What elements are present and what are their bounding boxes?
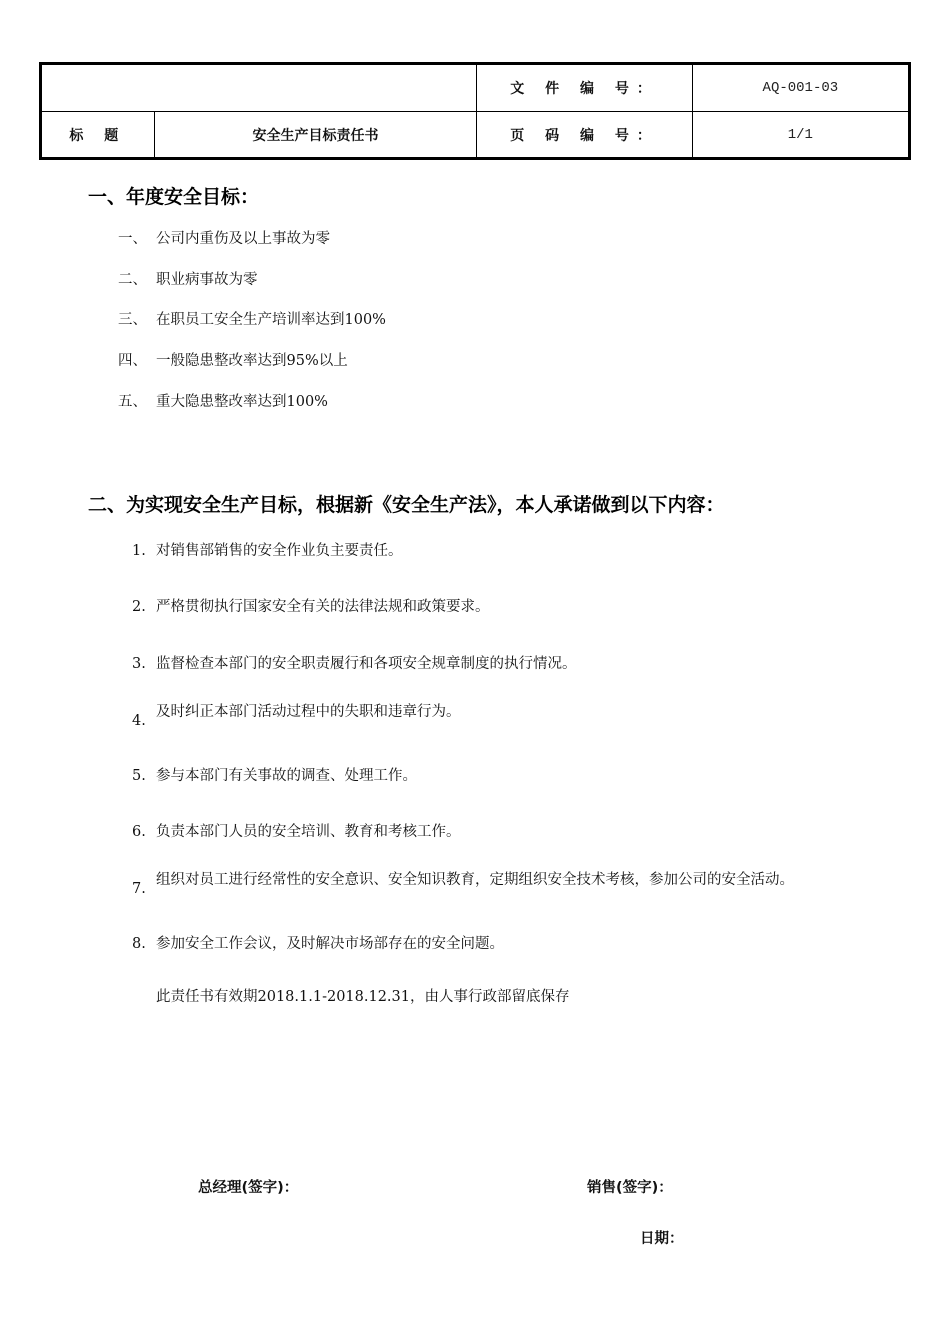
goal-item [118,227,330,248]
section2-heading: 二、为实现安全生产目标，根据新《安全生产法》，本人承诺做到以下内容： [88,494,725,516]
item-number: 6. [132,824,146,840]
item-number: 4. [132,713,146,729]
goal-item [118,308,386,329]
goal-item [118,268,258,289]
page-number-value: 1/1 [692,112,909,159]
item-text: 严格贯彻执行国家安全有关的法律法规和政策要求。 [156,599,490,615]
item-text: 负责本部门人员的安全培训、教育和考核工作。 [156,824,461,840]
goal-text: 重大隐患整改率达到100% [156,394,328,410]
item-text: 及时纠正本部门活动过程中的失职和违章行为。 [156,704,461,720]
title-label: 标 题 [41,112,155,159]
goal-number: 四、 [118,353,147,369]
goal-number: 五、 [118,394,147,410]
section1-heading: 一、年度安全目标： [88,186,260,208]
goal-text: 一般隐患整改率达到95%以上 [156,353,348,369]
goal-number: 一、 [118,231,147,247]
document-header-table [39,62,911,160]
item-text: 参与本部门有关事故的调查、处理工作。 [156,768,417,784]
goal-text: 职业病事故为零 [156,272,258,288]
goal-text: 公司内重伤及以上事故为零 [156,231,330,247]
document-title: 安全生产目标责任书 [154,112,477,159]
item-text: 组织对员工进行经常性的安全意识、安全知识教育，定期组织安全技术考核，参加公司的安全活动。 [156,872,794,888]
general-manager-signature-label: 总经理(签字)： [198,1180,299,1196]
header-blank-cell [41,64,477,112]
goal-number: 二、 [118,272,147,288]
item-text: 参加安全工作会议，及时解决市场部存在的安全问题。 [156,936,504,952]
validity-note: 此责任书有效期2018.1.1-2018.12.31，由人事行政部留底保存 [156,989,570,1005]
file-number-label: 文 件 编 号： [477,64,692,112]
item-number: 1. [132,543,146,559]
item-number: 2. [132,599,146,615]
goal-item [118,390,328,411]
item-number: 7. [132,881,146,897]
item-text: 对销售部销售的安全作业负主要责任。 [156,543,403,559]
date-label: 日期： [640,1231,684,1247]
page-number-label: 页 码 编 号： [477,112,692,159]
file-number-value: AQ-001-03 [692,64,909,112]
item-number: 8. [132,936,146,952]
item-number: 5. [132,768,146,784]
sales-signature-label: 销售(签字)： [587,1180,673,1196]
goal-number: 三、 [118,312,147,328]
goal-text: 在职员工安全生产培训率达到100% [156,312,386,328]
item-text: 监督检查本部门的安全职责履行和各项安全规章制度的执行情况。 [156,656,577,672]
item-number: 3. [132,656,146,672]
goal-item [118,349,348,370]
